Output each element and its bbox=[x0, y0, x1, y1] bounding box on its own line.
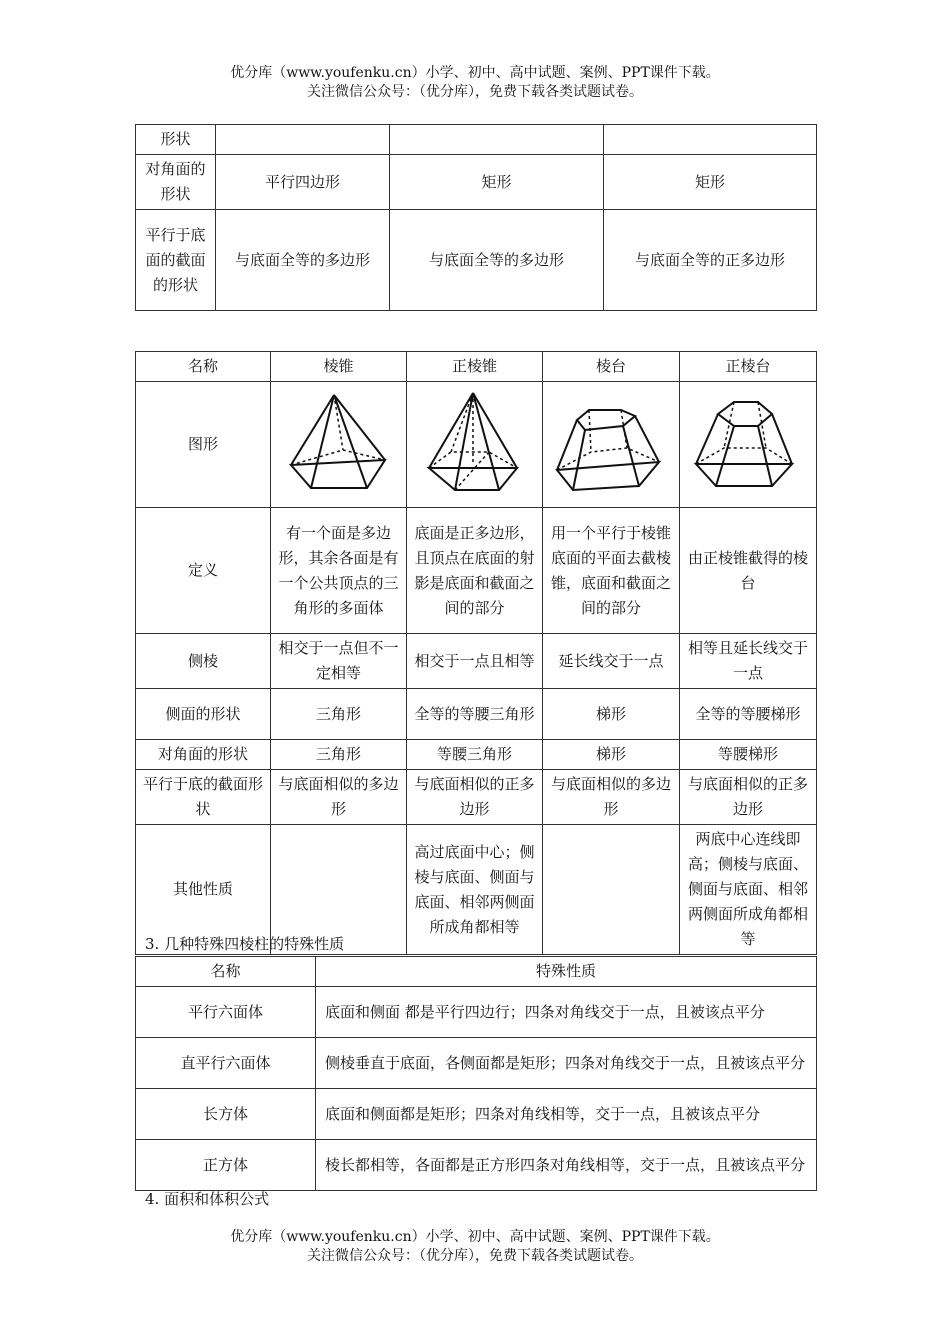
row-label: 形状 bbox=[136, 125, 216, 155]
regular-pyramid-icon bbox=[415, 390, 535, 500]
table-cell: 底面和侧面都是矩形；四条对角线相等，交于一点，且被该点平分 bbox=[316, 1089, 817, 1140]
table-cell: 矩形 bbox=[604, 155, 817, 210]
table-cell: 底面和侧面 都是平行四边行；四条对角线交于一点，且被该点平分 bbox=[316, 987, 817, 1038]
pyramid-frustum-table bbox=[135, 351, 817, 955]
table-cell bbox=[604, 125, 817, 155]
table-row bbox=[136, 1038, 817, 1089]
row-label: 平行于底面的截面的形状 bbox=[136, 210, 216, 311]
footer-line-1: 优分库（www.youfenku.cn）小学、初中、高中试题、案例、PPT课件下载。 bbox=[230, 1229, 720, 1245]
row-label: 图形 bbox=[136, 382, 271, 508]
column-header: 正棱台 bbox=[680, 352, 817, 382]
table-cell: 用一个平行于棱锥底面的平面去截棱锥，底面和截面之间的部分 bbox=[543, 508, 680, 634]
table-cell: 高过底面中心；侧棱与底面、侧面与底面、相邻两侧面所成角都相等 bbox=[407, 825, 543, 955]
header-line-1: 优分库（www.youfenku.cn）小学、初中、高中试题、案例、PPT课件下载。 bbox=[230, 65, 720, 81]
table-cell: 相交于一点且相等 bbox=[407, 634, 543, 689]
table-row bbox=[136, 210, 817, 311]
header-line-2: 关注微信公众号：（优分库），免费下载各类试题试卷。 bbox=[307, 84, 643, 100]
row-label: 正方体 bbox=[136, 1140, 316, 1191]
section-3-caption: 3. 几种特殊四棱柱的特殊性质 bbox=[145, 935, 345, 953]
row-label: 对角面的形状 bbox=[136, 155, 216, 210]
table-row-figures bbox=[136, 382, 817, 508]
prism-table-continuation bbox=[135, 124, 817, 311]
table-row bbox=[136, 1140, 817, 1191]
table-row bbox=[136, 125, 817, 155]
table-cell: 延长线交于一点 bbox=[543, 634, 680, 689]
table-cell: 全等的等腰梯形 bbox=[680, 689, 817, 740]
column-header: 棱锥 bbox=[271, 352, 407, 382]
table-cell: 与底面相似的正多边形 bbox=[407, 770, 543, 825]
pyramid-figure bbox=[271, 382, 407, 508]
table-cell: 等腰三角形 bbox=[407, 740, 543, 770]
table-cell bbox=[216, 125, 390, 155]
table-header-row bbox=[136, 957, 817, 987]
row-label: 侧面的形状 bbox=[136, 689, 271, 740]
table-row bbox=[136, 689, 817, 740]
table-row bbox=[136, 634, 817, 689]
row-label: 其他性质 bbox=[136, 825, 271, 955]
table-cell: 两底中心连线即高；侧棱与底面、侧面与底面、相邻两侧面所成角都相等 bbox=[680, 825, 817, 955]
footer-line-2: 关注微信公众号：（优分库），免费下载各类试题试卷。 bbox=[307, 1248, 643, 1264]
column-header: 名称 bbox=[136, 352, 271, 382]
table-cell bbox=[543, 825, 680, 955]
table-cell: 三角形 bbox=[271, 740, 407, 770]
regular-pyramid-figure bbox=[407, 382, 543, 508]
table-cell: 有一个面是多边形，其余各面是有一个公共顶点的三角形的多面体 bbox=[271, 508, 407, 634]
table-cell: 三角形 bbox=[271, 689, 407, 740]
column-header: 名称 bbox=[136, 957, 316, 987]
table-row bbox=[136, 1089, 817, 1140]
section-4-caption: 4. 面积和体积公式 bbox=[145, 1190, 270, 1208]
frustum-icon bbox=[551, 390, 671, 500]
table-cell: 与底面相似的多边形 bbox=[271, 770, 407, 825]
table-row bbox=[136, 987, 817, 1038]
table-cell: 梯形 bbox=[543, 740, 680, 770]
row-label: 长方体 bbox=[136, 1089, 316, 1140]
table-cell: 梯形 bbox=[543, 689, 680, 740]
column-header: 特殊性质 bbox=[316, 957, 817, 987]
table-cell: 底面是正多边形，且顶点在底面的射影是底面和截面之间的部分 bbox=[407, 508, 543, 634]
column-header: 正棱锥 bbox=[407, 352, 543, 382]
table-cell: 侧棱垂直于底面，各侧面都是矩形；四条对角线交于一点，且被该点平分 bbox=[316, 1038, 817, 1089]
table-cell: 矩形 bbox=[390, 155, 604, 210]
table-cell: 相交于一点但不一定相等 bbox=[271, 634, 407, 689]
table-cell: 等腰梯形 bbox=[680, 740, 817, 770]
table-cell: 平行四边形 bbox=[216, 155, 390, 210]
table-cell: 与底面相似的正多边形 bbox=[680, 770, 817, 825]
regular-frustum-figure bbox=[680, 382, 817, 508]
table-row bbox=[136, 770, 817, 825]
table-row bbox=[136, 740, 817, 770]
table-row bbox=[136, 508, 817, 634]
table-cell: 与底面全等的多边形 bbox=[390, 210, 604, 311]
row-label: 侧棱 bbox=[136, 634, 271, 689]
pyramid-icon bbox=[279, 390, 399, 500]
table-header-row bbox=[136, 352, 817, 382]
row-label: 对角面的形状 bbox=[136, 740, 271, 770]
table-cell: 相等且延长线交于一点 bbox=[680, 634, 817, 689]
table-cell: 与底面相似的多边形 bbox=[543, 770, 680, 825]
page-header bbox=[0, 64, 950, 102]
row-label: 平行于底的截面形状 bbox=[136, 770, 271, 825]
table-cell: 棱长都相等，各面都是正方形四条对角线相等，交于一点，且被该点平分 bbox=[316, 1140, 817, 1191]
page-footer bbox=[0, 1228, 950, 1266]
frustum-figure bbox=[543, 382, 680, 508]
regular-frustum-icon bbox=[688, 390, 808, 500]
table-cell: 与底面全等的正多边形 bbox=[604, 210, 817, 311]
column-header: 棱台 bbox=[543, 352, 680, 382]
table-cell: 由正棱锥截得的棱台 bbox=[680, 508, 817, 634]
table-cell: 与底面全等的多边形 bbox=[216, 210, 390, 311]
table-row bbox=[136, 155, 817, 210]
table-cell: 全等的等腰三角形 bbox=[407, 689, 543, 740]
row-label: 平行六面体 bbox=[136, 987, 316, 1038]
row-label: 定义 bbox=[136, 508, 271, 634]
special-prism-table bbox=[135, 956, 817, 1191]
row-label: 直平行六面体 bbox=[136, 1038, 316, 1089]
table-cell bbox=[390, 125, 604, 155]
